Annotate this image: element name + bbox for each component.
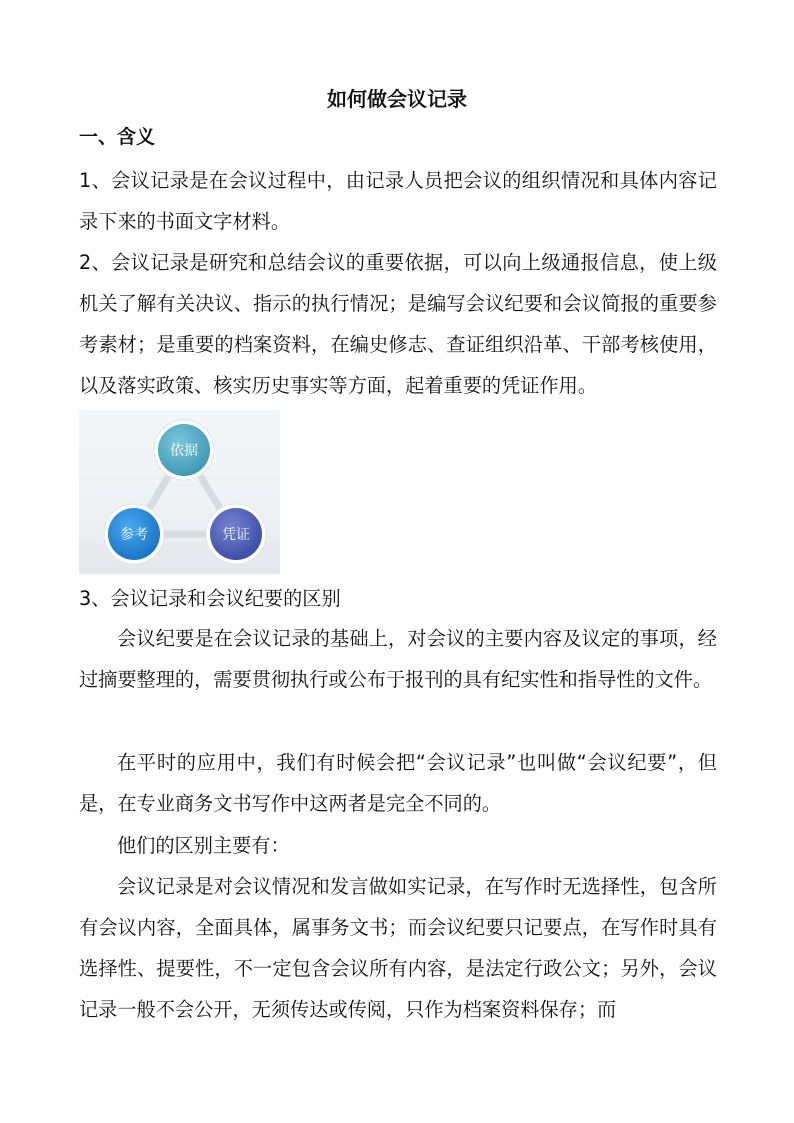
paragraph-1: 1、会议记录是在会议过程中，由记录人员把会议的组织情况和具体内容记录下来的书面文字材料。 [79, 169, 717, 233]
node-right-label: 凭证 [222, 527, 250, 543]
paragraph-2: 2、会议记录是研究和总结会议的重要依据，可以向上级通报信息，使上级机关了解有关决议、指示的执行情况；是编写会议纪要和会议简报的重要参考素材；是重要的档案资料，在编史修志、查证组织沿革、干部考核使用，以及落实政策、核实历史事实等方面，起着重要的凭证作用。 [79, 251, 717, 397]
paragraph-4: 会议纪要是在会议记录的基础上，对会议的主要内容及议定的事项，经过摘要整理的，需要贯彻执行或公布于报刊的具有纪实性和指导性的文件。 [79, 627, 717, 691]
paragraph-7: 会议记录是对会议情况和发言做如实记录，在写作时无选择性，包含所有会议内容，全面具体，属事务文书；而会议纪要只记要点，在写作时具有选择性、提要性，不一定包含会议所有内容，是法定行政公文；另外，会议记录一般不会公开，无须传达或传阅，只作为档案资料保存；而 [79, 875, 717, 1021]
paragraph-5: 在平时的应用中，我们有时候会把“会议记录”也叫做“会议纪要”，但是，在专业商务文书写作中这两者是完全不同的。 [79, 751, 717, 815]
node-top-label: 依据 [170, 443, 198, 459]
relationship-diagram [79, 410, 280, 574]
paragraph-6: 他们的区别主要有： [117, 834, 290, 857]
node-left-label: 参考 [120, 527, 148, 543]
section-heading-meaning: 一、含义 [79, 126, 156, 148]
paragraph-3-heading: 3、会议记录和会议纪要的区别 [79, 587, 341, 610]
diagram-svg [79, 410, 280, 574]
page-title: 如何做会议记录 [327, 87, 467, 111]
